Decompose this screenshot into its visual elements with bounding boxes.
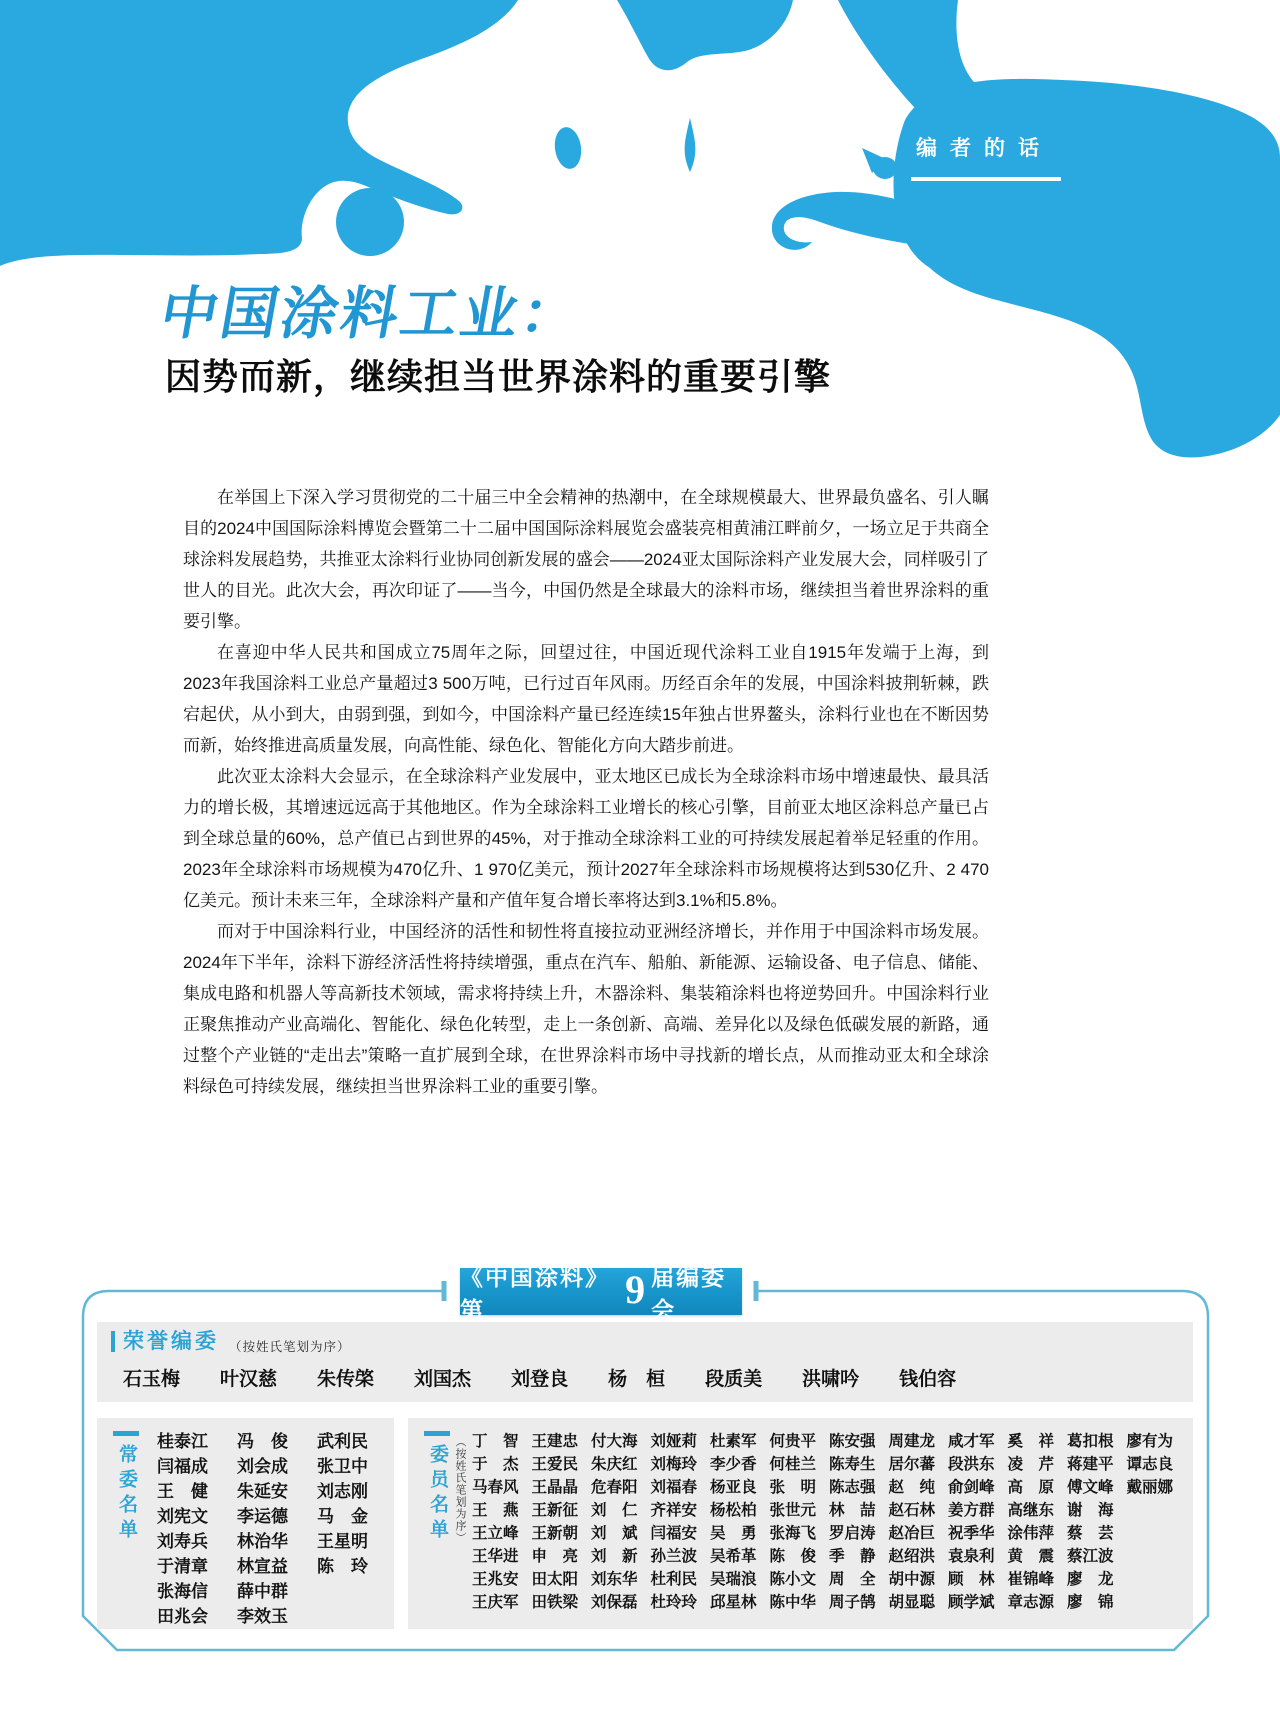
committee-member-name: 谢 海 — [1067, 1502, 1114, 1519]
committee-member-name: 何桂兰 — [769, 1456, 817, 1473]
committee-member-name: 王爱民 — [531, 1456, 579, 1473]
honorary-name: 段质美 — [705, 1369, 763, 1390]
committee-member-name: 马 金 — [317, 1507, 368, 1526]
committee-member-name: 顾 林 — [948, 1571, 995, 1588]
standing-committee-panel — [97, 1418, 394, 1629]
section-tag-label: 编者的话 — [916, 137, 1052, 160]
honorary-name-list — [123, 1364, 1193, 1391]
name-column — [829, 1430, 889, 1614]
committee-member-name: 陈 玲 — [317, 1557, 368, 1576]
committee-member-name: 杜素军 — [710, 1433, 757, 1450]
name-column — [948, 1430, 1008, 1614]
name-column — [1008, 1430, 1068, 1614]
honorary-name: 朱传棨 — [317, 1369, 375, 1390]
committee-member-name: 祝季华 — [948, 1525, 995, 1542]
honorary-header — [97, 1322, 1193, 1355]
members-sort-note: （按姓氏笔划为序） — [454, 1436, 466, 1544]
committee-member-name: 王 燕 — [472, 1502, 519, 1519]
section-tag-underline — [911, 177, 1061, 181]
members-label-block — [424, 1431, 450, 1544]
committee-member-name: 付大海 — [591, 1433, 638, 1450]
committee-member-name: 段洪东 — [948, 1456, 995, 1473]
committee-member-name: 王立峰 — [472, 1525, 519, 1542]
name-column — [1127, 1430, 1187, 1614]
ink-splash-graphic — [0, 0, 1280, 500]
committee-member-name: 王建忠 — [531, 1433, 579, 1450]
committee-member-name: 闫福安 — [650, 1525, 698, 1542]
committee-member-name: 周建龙 — [888, 1433, 936, 1450]
committee-member-name: 胡中源 — [888, 1571, 936, 1588]
banner-suffix: 届编委会 — [651, 1263, 727, 1323]
committee-member-name: 刘保磊 — [591, 1594, 638, 1611]
honorary-name: 刘登良 — [511, 1369, 569, 1390]
committee-member-name: 刘 斌 — [591, 1525, 638, 1542]
committee-member-name: 俞剑峰 — [948, 1479, 995, 1496]
committee-member-name: 葛扣根 — [1067, 1433, 1114, 1450]
committee-member-name: 林宣益 — [237, 1557, 288, 1576]
committee-member-name: 王 健 — [157, 1482, 208, 1501]
honorary-name: 石玉梅 — [123, 1369, 181, 1390]
name-column — [532, 1430, 592, 1614]
board-banner — [460, 1263, 742, 1323]
committee-member-name: 袁泉利 — [948, 1548, 995, 1565]
committee-member-name: 廖有为 — [1126, 1433, 1174, 1450]
committee-member-name: 王华进 — [472, 1548, 519, 1565]
committee-member-name: 王新征 — [531, 1502, 579, 1519]
honorary-name: 钱伯容 — [899, 1369, 957, 1390]
committee-member-name: 陈小文 — [769, 1571, 817, 1588]
committee-member-name: 黄 震 — [1007, 1548, 1055, 1565]
honorary-committee-panel — [97, 1322, 1193, 1402]
committee-member-name: 刘福春 — [650, 1479, 698, 1496]
committee-member-name: 陈中华 — [769, 1594, 817, 1611]
committee-member-name: 陈寿生 — [829, 1456, 876, 1473]
name-column — [889, 1430, 949, 1614]
name-column — [472, 1430, 532, 1614]
committee-member-name: 章志源 — [1007, 1594, 1055, 1611]
accent-bar-icon — [113, 1431, 139, 1436]
committee-member-name: 蔡江波 — [1067, 1548, 1114, 1565]
name-column — [157, 1429, 237, 1629]
committee-member-name: 林 喆 — [829, 1502, 876, 1519]
committee-member-name: 王兆安 — [472, 1571, 519, 1588]
accent-bar-icon — [111, 1331, 115, 1352]
name-column — [317, 1429, 397, 1629]
committee-member-name: 冯 俊 — [237, 1432, 288, 1451]
committee-member-name: 朱延安 — [237, 1482, 288, 1501]
committee-member-name: 陈 俊 — [769, 1548, 817, 1565]
standing-label: 常委名单 — [116, 1444, 137, 1544]
committee-member-name: 吴 勇 — [710, 1525, 757, 1542]
article-body — [183, 482, 989, 1102]
committee-member-name: 蒋建平 — [1067, 1456, 1114, 1473]
committee-member-name: 姜方群 — [948, 1502, 995, 1519]
committee-member-name: 闫福成 — [157, 1457, 208, 1476]
body-paragraph: 在喜迎中华人民共和国成立75周年之际，回望过往，中国近现代涂料工业自1915年发端于上海，到2023年我国涂料工业总产量超过3 500万吨，已行过百年风雨。历经百余年的发展，中国涂料披荆斩棘，跌宕起伏，从小到大，由弱到强，到如今，中国涂料产量已经连续15年独占世界鳌头，涂料行业也在不断因势而新，始终推进高质量发展，向高性能、绿色化、智能化方向大踏步前进。 — [183, 643, 989, 755]
committee-member-name: 何贵平 — [769, 1433, 817, 1450]
committee-member-name: 孙兰波 — [650, 1548, 698, 1565]
body-paragraph: 在举国上下深入学习贯彻党的二十届三中全会精神的热潮中，在全球规模最大、世界最负盛名、引人瞩目的2024中国国际涂料博览会暨第二十二届中国国际涂料展览会盛装亮相黄浦江畔前夕，一场立足于共商全球涂料发展趋势，共推亚太涂料行业协同创新发展的盛会——2024亚太国际涂料产业发展大会，同样吸引了世人的目光。此次大会，再次印证了——当今，中国仍然是全球最大的涂料市场，继续担当着世界涂料的重要引擎。 — [183, 488, 989, 631]
committee-member-name: 刘东华 — [591, 1571, 638, 1588]
section-tag — [916, 132, 1061, 181]
standing-name-grid — [157, 1429, 397, 1629]
committee-member-name: 高继东 — [1007, 1502, 1055, 1519]
committee-member-name: 杜玲玲 — [650, 1594, 698, 1611]
committee-member-name: 刘寿兵 — [157, 1532, 208, 1551]
committee-member-name: 王星明 — [317, 1532, 368, 1551]
body-paragraph: 此次亚太涂料大会显示，在全球涂料产业发展中，亚太地区已成长为全球涂料市场中增速最快、最具活力的增长极，其增速远远高于其他地区。作为全球涂料工业增长的核心引擎，目前亚太地区涂料总产量已占到全球总量的60%，总产值已占到世界的45%，对于推动全球涂料工业的可持续发展起着举足轻重的作用。2023年全球涂料市场规模为470亿升、1 970亿美元，预计2027年全球涂料市场规模将达到530亿升、2 470亿美元。预计未来三年，全球涂料产量和产值年复合增长率将达到3.1%和5.8%。 — [183, 767, 989, 910]
committee-member-name: 周 全 — [829, 1571, 876, 1588]
committee-member-name: 傅文峰 — [1067, 1479, 1114, 1496]
committee-member-name: 凌 芹 — [1007, 1456, 1055, 1473]
committee-member-name: 田太阳 — [531, 1571, 579, 1588]
committee-member-name: 刘 仁 — [591, 1502, 638, 1519]
committee-member-name: 于 杰 — [472, 1456, 519, 1473]
members-name-grid — [472, 1430, 1186, 1614]
name-column — [1067, 1430, 1127, 1614]
committee-member-name: 刘梅玲 — [650, 1456, 698, 1473]
committee-member-name: 涂伟萍 — [1007, 1525, 1055, 1542]
committee-member-name: 赵冶巨 — [888, 1525, 936, 1542]
committee-member-name: 丁 智 — [472, 1433, 519, 1450]
committee-member-name: 周子鹄 — [829, 1594, 876, 1611]
body-paragraph: 而对于中国涂料行业，中国经济的活性和韧性将直接拉动亚洲经济增长，并作用于中国涂料市场发展。2024年下半年，涂料下游经济活性将持续增强，重点在汽车、船舶、新能源、运输设备、电子信息、储能、集成电路和机器人等高新技术领域，需求将持续上升，木器涂料、集装箱涂料也将逆势回升。中国涂料行业正聚焦推动产业高端化、智能化、绿色化转型，走上一条创新、高端、差异化以及绿色低碳发展的新路，通过整个产业链的“走出去”策略一直扩展到全球，在世界涂料市场中寻找新的增长点，从而推动亚太和全球涂料绿色可持续发展，继续担当世界涂料工业的重要引擎。 — [183, 922, 989, 1096]
honorary-name: 刘国杰 — [414, 1369, 472, 1390]
committee-member-name: 田铁梁 — [531, 1594, 579, 1611]
committee-member-name: 刘娅莉 — [650, 1433, 698, 1450]
committee-member-name: 高 原 — [1007, 1479, 1055, 1496]
committee-member-name: 薛中群 — [237, 1582, 288, 1601]
committee-member-name: 罗启涛 — [829, 1525, 876, 1542]
committee-member-name: 张世元 — [769, 1502, 817, 1519]
committee-member-name: 赵绍洪 — [888, 1548, 936, 1565]
standing-label-block — [113, 1431, 139, 1544]
committee-member-name: 王新朝 — [531, 1525, 579, 1542]
committee-member-name: 申 亮 — [531, 1548, 579, 1565]
banner-prefix: 《中国涂料》第 — [460, 1263, 610, 1323]
committee-member-name: 赵石林 — [888, 1502, 936, 1519]
splash-drip-thin — [685, 118, 696, 172]
committee-member-name: 刘宪文 — [157, 1507, 208, 1526]
committee-member-name: 张卫中 — [317, 1457, 368, 1476]
committee-member-name: 陈安强 — [829, 1433, 876, 1450]
committee-member-name: 谭志良 — [1126, 1456, 1174, 1473]
committee-member-name: 赵 纯 — [888, 1479, 936, 1496]
members-label: 委员名单 — [427, 1444, 448, 1544]
committee-member-name: 吴瑞浪 — [710, 1571, 757, 1588]
committee-member-name: 杨亚良 — [710, 1479, 757, 1496]
committee-member-name: 杨松柏 — [710, 1502, 757, 1519]
committee-member-name: 胡显聪 — [888, 1594, 936, 1611]
committee-member-name: 顾学斌 — [948, 1594, 995, 1611]
committee-member-name: 吴希革 — [710, 1548, 757, 1565]
committee-member-name: 李效玉 — [237, 1607, 288, 1626]
committee-member-name: 崔锦峰 — [1007, 1571, 1055, 1588]
committee-member-name: 王庆军 — [472, 1594, 519, 1611]
committee-member-name: 杜利民 — [650, 1571, 698, 1588]
honorary-sort-note: （按姓氏笔划为序） — [229, 1340, 351, 1354]
name-column — [651, 1430, 711, 1614]
committee-member-name: 邱星林 — [710, 1594, 757, 1611]
splash-dot-small — [552, 125, 584, 170]
name-column — [710, 1430, 770, 1614]
committee-member-name: 马春风 — [472, 1479, 519, 1496]
honorary-name: 杨 桓 — [608, 1369, 666, 1390]
committee-member-name: 咸才军 — [948, 1433, 995, 1450]
committee-member-name: 齐祥安 — [650, 1502, 698, 1519]
committee-member-name: 季 静 — [829, 1548, 876, 1565]
name-column — [770, 1430, 830, 1614]
page-title: 中国涂料工业： — [155, 282, 587, 346]
accent-bar-icon — [424, 1431, 450, 1436]
name-column — [237, 1429, 317, 1629]
committee-member-name: 王晶晶 — [531, 1479, 579, 1496]
honorary-name: 洪啸吟 — [802, 1369, 860, 1390]
honorary-name: 叶汉慈 — [220, 1369, 278, 1390]
committee-member-name: 李运德 — [237, 1507, 288, 1526]
splash-tongue-top — [617, 0, 793, 70]
committee-member-name: 危春阳 — [591, 1479, 638, 1496]
committee-member-name: 居尔蕃 — [888, 1456, 936, 1473]
committee-member-name: 李少香 — [710, 1456, 757, 1473]
banner-edition-number: 9 — [625, 1266, 646, 1312]
name-column — [591, 1430, 651, 1614]
committee-member-name: 桂泰江 — [157, 1432, 208, 1451]
committee-member-name: 于清章 — [157, 1557, 208, 1576]
committee-member-name: 朱庆红 — [591, 1456, 638, 1473]
committee-member-name: 奚 祥 — [1007, 1433, 1055, 1450]
committee-member-name: 戴丽娜 — [1126, 1479, 1174, 1496]
committee-member-name: 武利民 — [317, 1432, 368, 1451]
committee-member-name: 廖 龙 — [1067, 1571, 1114, 1588]
committee-member-name: 田兆会 — [157, 1607, 208, 1626]
committee-member-name: 张 明 — [769, 1479, 817, 1496]
splash-dot-large — [336, 188, 404, 256]
honorary-label: 荣誉编委 — [123, 1330, 219, 1353]
members-committee-panel — [408, 1418, 1193, 1629]
committee-member-name: 林治华 — [237, 1532, 288, 1551]
page-subtitle: 因势而新，继续担当世界涂料的重要引擎 — [165, 357, 832, 397]
committee-member-name: 刘志刚 — [317, 1482, 368, 1501]
committee-member-name: 刘会成 — [237, 1457, 288, 1476]
committee-member-name: 廖 锦 — [1067, 1594, 1114, 1611]
committee-member-name: 张海信 — [157, 1582, 208, 1601]
splash-blob-left — [0, 0, 518, 266]
committee-member-name: 张海飞 — [769, 1525, 817, 1542]
committee-member-name: 陈志强 — [829, 1479, 876, 1496]
committee-member-name: 刘 新 — [591, 1548, 638, 1565]
committee-member-name: 蔡 芸 — [1067, 1525, 1114, 1542]
